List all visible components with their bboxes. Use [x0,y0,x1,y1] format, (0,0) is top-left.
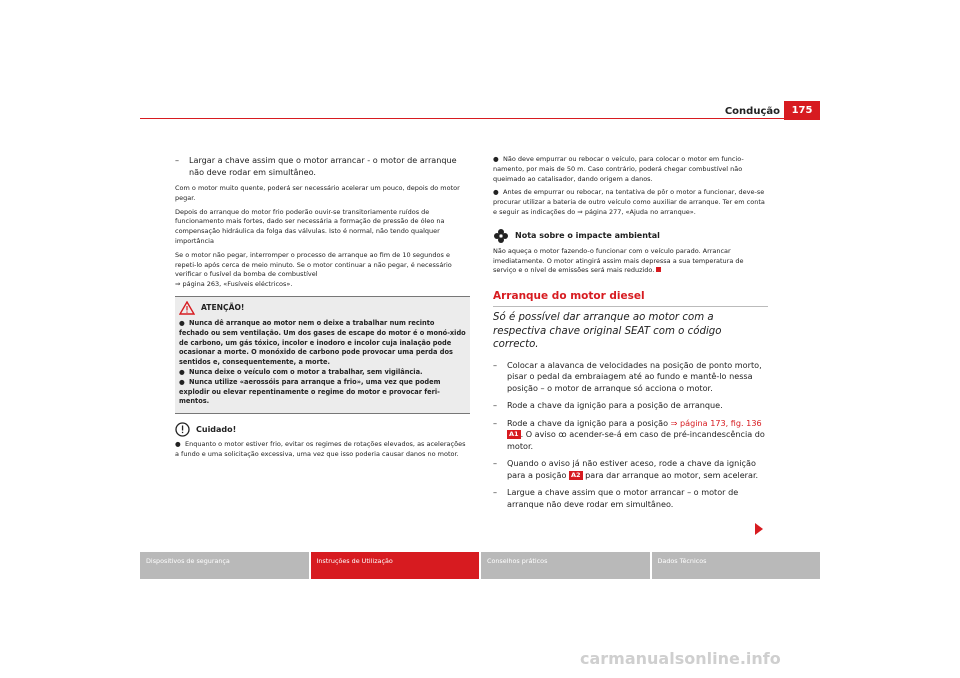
step-text: Rode a chave da ignição para a posição de arranque. [507,400,723,411]
step-item [493,487,768,510]
warning-triangle-icon [179,301,195,315]
bullet-item [493,155,768,184]
continue-arrow-icon [755,523,763,535]
paragraph-text: Se o motor não pegar, interromper o processo de arranque ao fim de 10 segundos e repeti-lo após cerca de meio minuto. Se o motor continuar a não pegar, é necessário verificar o fusível da bomba de combustível [175,250,452,279]
caution-exclamation-icon [175,422,190,437]
warning-item-text: Nunca deixe o veículo com o motor a trabalhar, sem vigilância. [189,367,423,376]
bullet-item-text: Antes de empurrar ou rebocar, na tentativa de pôr o motor a funcionar, deve-se procurar utilizar a bateria de outro veículo como auxiliar de arranque. Ter em conta e seguir as indicações do [493,188,765,216]
dash: – [493,359,498,370]
section-lead: Só é possível dar arranque ao motor com a respectiva chave original SEAT com o código correcto. [493,312,722,351]
dash: – [493,487,498,498]
step-text: para dar arranque ao motor, sem acelerar. [585,469,759,480]
footer-nav [140,552,820,579]
caution-title: Cuidado! [196,425,237,435]
bullet-item [493,188,768,217]
end-of-section-marker-icon [656,267,661,272]
step-item [493,360,768,395]
bullet: ● [493,155,499,163]
paragraph: Com o motor muito quente, poderá ser necessário acelerar um pouco, depois do motor pegar. [175,184,460,202]
dash: – [493,400,498,411]
dash: – [493,458,498,469]
step-item [493,400,768,412]
caution-item-text: Enquanto o motor estiver frio, evitar os regimes de rotações elevados, as acelerações a fundo e uma solicitação excessiva, uma vez que isso poderia causar danos no motor. [175,440,466,458]
dash: – [493,417,498,428]
figure-reference-link[interactable]: página 173, fig. 136 [680,417,762,428]
step-text: Largue a chave assim que o motor arrancar – o motor de arranque não deve rodar em simultâneo. [507,487,739,509]
environment-flower-icon [493,228,509,244]
step-text: Rode a chave da ignição para a posição [507,417,669,428]
bullet-item-text: Não deve empurrar ou rebocar o veículo, para colocar o motor em funcio-namento, por mais de 50 m. Caso contrário, poderá chegar combustível não queimado ao catalisador, dando origem a danos. [493,155,744,183]
figure-callout-badge: A1 [509,430,519,439]
step-text: . O aviso [520,429,556,440]
environment-note-text [493,247,768,276]
environment-note-header [493,228,768,244]
warning-item [179,319,466,368]
paragraph [175,251,470,290]
warning-item [179,378,466,407]
step-text: acender-se-á em caso de pré-incandescência do motor. [507,429,765,451]
step-text: Quando o aviso já não estiver aceso, rode a chave da ignição para a posição [507,458,756,480]
glow-plug-warning-icon: ꝏ [558,429,567,440]
warning-item [179,368,466,378]
section-title: Arranque do motor diesel [493,290,768,307]
header-title: Condução [724,106,780,117]
bullet: ● [175,440,181,449]
dash: – [175,155,180,165]
footer-tab-technical-data[interactable]: Dados Técnicos [652,552,821,579]
warning-item-text: Nunca dê arranque ao motor nem o deixe a trabalhar num recinto fechado ou sem ventilação. Um dos gases de escape do motor é o monó-xido de carbono, um gás tóxico, incolor e inodoro e incolor cuja inalação pode ocasionar a morte. O monóxido de carbono pode provocar uma perda dos sentidos e, consequentemente, a morte. [179,318,466,367]
footer-tab-practical-tips[interactable]: Conselhos práticos [481,552,650,579]
warning-box [175,296,470,414]
bullet: ● [493,188,499,197]
bullet: ● [179,318,185,327]
step-text: Colocar a alavanca de velocidades na posição de ponto morto, pisar o pedal da embraiagem até ao fundo e mantê-lo nessa posição – o motor de arranque só acciona o motor. [507,359,762,393]
warning-title: ATENÇÃO! [201,303,245,313]
paragraph: Depois do arranque do motor frio poderão ouvir-se transitoriamente ruídos de funcionamento mais fortes, dado ser necessária a formação de pressão de óleo na compensação hidráulica da folga das válvulas. Isto é normal, não tendo qualquer importância [175,207,445,245]
step-release-key [175,155,470,178]
step-item [493,418,768,453]
step-text: Largar a chave assim que o motor arrancar - o motor de arranque não deve rodar em simultâneo. [189,155,457,177]
warning-item-text: Nunca utilize «aerossóis para arranque a frio», uma vez que podem explodir ou elevar repentinamente o regime do motor e provocar feri-mentos. [179,377,441,406]
environment-note-title: Nota sobre o impacte ambiental [515,231,660,241]
ref-arrow-icon: ⇒ [670,417,678,428]
figure-callout-badge: A2 [571,470,581,479]
caution-item [175,440,470,460]
bullet: ● [179,367,185,376]
bullet: ● [179,377,185,386]
footer-tab-safety[interactable]: Dispositivos de segurança [140,552,309,579]
footer-tab-instructions[interactable]: Instruções de Utilização [311,552,480,579]
page-reference-link[interactable]: página 277, «Ajuda no arranque». [584,207,696,216]
watermark: carmanualsonline.info [580,649,781,668]
warning-header [179,301,466,315]
step-item [493,458,768,481]
ref-arrow-icon: ⇒ [577,207,583,216]
page-number: 175 [784,101,820,120]
environment-note-body: Não aqueça o motor fazendo-o funcionar com o veículo parado. Arrancar imediatamente. O motor atingirá assim mais depressa a sua temperatura de serviço e o nível de emissões será mais reduzido. [493,246,744,275]
page-reference-link[interactable]: página 263, «Fusíveis eléctricos». [182,280,293,289]
caution-header [175,422,470,437]
header-rule [140,118,820,119]
left-column [175,155,470,464]
ref-arrow-icon: ⇒ [175,280,181,289]
right-column [493,155,768,516]
